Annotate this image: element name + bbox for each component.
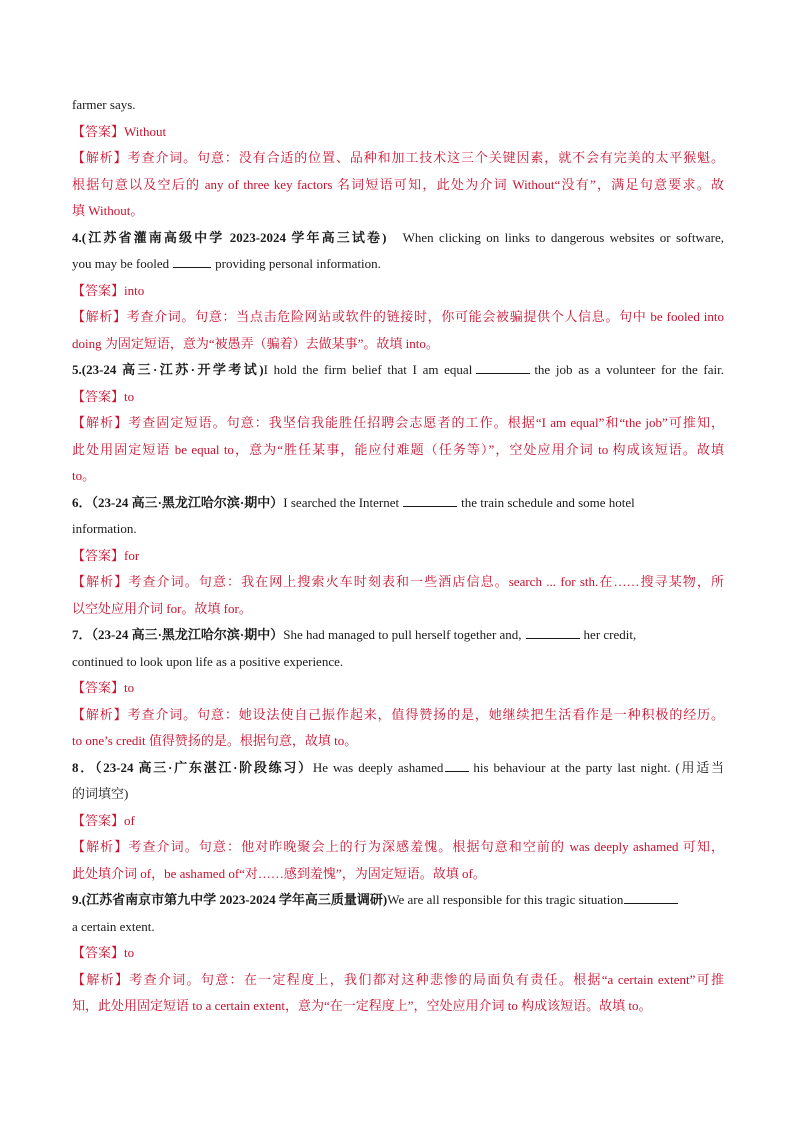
question-list	[72, 92, 724, 1020]
answer-value: of	[124, 812, 135, 828]
answer-line: 【答案】into	[72, 282, 145, 298]
analysis-line: 此处填介词 of，be ashamed of“对……感到羞愧”，为固定短语。故填 of。	[72, 865, 486, 881]
question-source: (23-24 高三·江苏·开学考试)	[81, 362, 264, 377]
question-stem: a certain extent.	[72, 918, 155, 934]
answer-value: to	[124, 680, 135, 695]
answer-line: 【答案】Without	[72, 123, 167, 139]
question-stem: 9.(江苏省南京市第九中学 2023-2024 学年高三质量调研)We are all responsible for this tragic situation	[72, 887, 724, 914]
analysis-line: 【解析】考查介词。句意：他对昨晚聚会上的行为深感羞愧。根据句意和空前的 was deeply ashamed 可知，	[72, 839, 724, 854]
question-stem: 4.(江苏省灌南高级中学 2023-2024 学年高三试卷) When clicking on links to dangerous websites or software,	[72, 229, 724, 245]
question-stem: 7．（23-24 高三·黑龙江哈尔滨·期中）She had managed to pull herself together and, her credit,	[72, 627, 637, 642]
analysis-line: 【解析】考查固定短语。句意：我坚信我能胜任招聘会志愿者的工作。根据“I am equal”和“the job”可推知，	[72, 415, 724, 430]
analysis-line: 以空处应用介词 for。故填 for。	[72, 600, 252, 616]
analysis-line: 填 Without。	[72, 203, 144, 218]
question-source: （23-24 高三·广东湛江·阶段练习）	[94, 759, 313, 775]
analysis-line: 【解析】考查介词。句意：没有合适的位置、品种和加工技术这三个关键因素，就不会有完美的太平猴魁。	[72, 150, 724, 165]
question-stem: information.	[72, 521, 137, 536]
question-stem: 8．（23-24 高三·广东湛江·阶段练习）He was deeply ashamed his behaviour at the party last night. (用适当	[72, 759, 724, 775]
analysis-line: 【解析】考查介词。句意：她设法使自己振作起来，值得赞扬的是，她继续把生活看作是一种积极的经历。	[72, 706, 724, 722]
question-number: 8．	[72, 759, 95, 775]
answer-line: 【答案】to	[72, 680, 135, 695]
answer-blank	[526, 626, 580, 639]
analysis-line: to one’s credit 值得赞扬的是。根据句意，故填 to。	[72, 733, 358, 748]
answer-value: into	[124, 282, 145, 298]
answer-blank	[624, 891, 678, 904]
answer-value: Without	[124, 123, 167, 139]
answer-blank	[403, 494, 457, 507]
analysis-line: 根据句意以及空后的 any of three key factors 名词短语可知，此处为介词 Without“没有”，满足句意要求。故	[72, 176, 724, 192]
question-source: (江苏省南京市第九中学 2023-2024 学年高三质量调研)	[81, 892, 388, 907]
answer-blank	[476, 361, 530, 374]
question-stem: 6．（23-24 高三·黑龙江哈尔滨·期中）I searched the Internet the train schedule and some hotel	[72, 494, 635, 510]
answer-line: 【答案】to	[72, 945, 135, 960]
question-number: 7．	[72, 627, 92, 642]
question-source: （23-24 高三·黑龙江哈尔滨·期中）	[91, 627, 284, 642]
analysis-line: 【解析】考查介词。句意：在一定程度上，我们都对这种悲惨的局面负有责任。根据“a certain extent”可推	[72, 971, 724, 987]
question-stem: 5.(23-24 高三·江苏·开学考试)I hold the firm belief that I am equal the job as a volunteer for the fair.	[72, 362, 724, 377]
question-number: 9.	[72, 892, 82, 907]
analysis-line: 知，此处用固定短语 to a certain extent，意为“在一定程度上”，空处应用介词 to 构成该短语。故填 to。	[72, 998, 652, 1013]
answer-value: for	[124, 547, 140, 563]
top-text: farmer says.	[72, 97, 136, 112]
question-number: 5.	[72, 362, 82, 377]
answer-value: to	[124, 388, 135, 404]
question-stem: 的词填空)	[72, 786, 129, 801]
question-source: (江苏省灌南高级中学 2023-2024 学年高三试卷)	[81, 229, 387, 245]
analysis-line: 【解析】考查介词。句意：当点击危险网站或软件的链接时，你可能会被骗提供个人信息。句中 be fooled into	[72, 309, 724, 324]
answer-blank	[445, 759, 469, 772]
question-number: 4.	[72, 229, 82, 245]
analysis-line: to。	[72, 468, 96, 483]
analysis-line: 此处用固定短语 be equal to，意为“胜任某事，能应付难题（任务等）”，空处应用介词 to 构成该短语。故填	[72, 441, 724, 457]
analysis-line: 【解析】考查介词。句意：我在网上搜索火车时刻表和一些酒店信息。search ... for sth.在……搜寻某物，所	[72, 574, 724, 589]
answer-blank	[173, 255, 211, 268]
answer-line: 【答案】to	[72, 388, 135, 404]
answer-line: 【答案】for	[72, 547, 140, 563]
analysis-line: doing 为固定短语，意为“被愚弄（骗着）去做某事”。故填 into。	[72, 335, 439, 351]
question-source: （23-24 高三·黑龙江哈尔滨·期中）	[91, 494, 284, 510]
question-stem: you may be fooled providing personal information.	[72, 256, 381, 271]
answer-value: to	[124, 945, 135, 960]
question-stem: continued to look upon life as a positive experience.	[72, 653, 344, 669]
answer-line: 【答案】of	[72, 812, 135, 828]
question-number: 6．	[72, 494, 92, 510]
